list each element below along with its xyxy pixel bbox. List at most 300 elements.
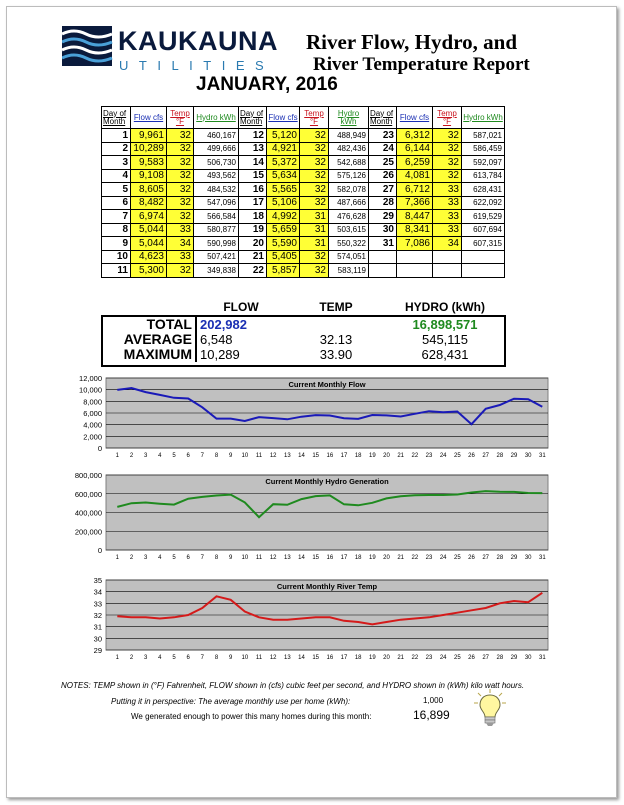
summary-header-hydro: HYDRO (kWh): [386, 300, 504, 316]
x-tick-label: 21: [397, 555, 405, 561]
x-tick-label: 22: [411, 555, 419, 561]
x-tick-label: 26: [468, 555, 475, 561]
day-cell: 31: [369, 237, 397, 251]
header-temp: Temp °F: [300, 107, 329, 129]
x-tick-label: 23: [425, 655, 433, 661]
temp-cell: 32: [167, 196, 194, 210]
y-tick-label: 400,000: [74, 508, 102, 518]
kaukauna-logo: [62, 20, 278, 76]
temp-cell: 32: [300, 129, 329, 143]
table-row: [102, 169, 505, 183]
x-tick-label: 19: [368, 555, 376, 561]
temp-cell: 32: [433, 129, 462, 143]
hydro-cell: 575,126: [329, 169, 369, 183]
notes-units: NOTES: TEMP shown in (°F) Fahrenheit, FLOW shown in (cfs) cubic feet per second, and HYDRO shown in (kWh) kilo watt hours.: [61, 681, 525, 690]
day-cell: 16: [239, 183, 267, 197]
x-tick-label: 1: [115, 555, 120, 561]
flow-cell: 8,605: [131, 183, 167, 197]
hydro-cell: 460,167: [194, 129, 239, 143]
temp-cell: 32: [300, 250, 329, 264]
hydro-cell: 547,096: [194, 196, 239, 210]
summary-total-hydro: 16,898,571: [412, 317, 478, 332]
x-tick-label: 27: [482, 453, 490, 459]
temp-cell: 32: [300, 196, 329, 210]
y-tick-label: 35: [93, 576, 102, 585]
chart-title: Current Monthly Flow: [288, 380, 366, 389]
x-tick-label: 31: [538, 555, 546, 561]
x-tick-label: 18: [354, 555, 362, 561]
x-tick-label: 1: [115, 655, 120, 661]
temp-cell: 33: [167, 223, 194, 237]
y-tick-label: 0: [97, 546, 102, 555]
y-tick-label: 33: [93, 599, 102, 609]
flow-cell: 4,081: [397, 169, 433, 183]
empty-cell: [433, 264, 462, 278]
empty-cell: [369, 264, 397, 278]
flow-cell: 5,044: [131, 237, 167, 251]
day-cell: 2: [102, 142, 131, 156]
hydro-cell: 488,949: [329, 129, 369, 143]
flow-cell: 5,120: [267, 129, 300, 143]
x-tick-label: 4: [158, 655, 162, 661]
day-cell: 13: [239, 142, 267, 156]
temp-cell: 34: [433, 237, 462, 251]
table-row: [102, 223, 505, 237]
table-row: [102, 183, 505, 197]
hydro-cell: 583,119: [329, 264, 369, 278]
summary-total-label: TOTAL: [101, 316, 196, 332]
summary-header-label: [101, 300, 196, 316]
hydro-cell: 482,436: [329, 142, 369, 156]
x-tick-label: 15: [312, 655, 320, 661]
day-cell: 27: [369, 183, 397, 197]
x-tick-label: 28: [496, 555, 504, 561]
temp-cell: 32: [167, 156, 194, 170]
x-tick-label: 25: [453, 453, 461, 459]
x-tick-label: 3: [143, 555, 148, 561]
flow-cell: 5,565: [267, 183, 300, 197]
wave-logo-icon: [62, 20, 116, 70]
day-cell: 3: [102, 156, 131, 170]
flow-cell: 6,144: [397, 142, 433, 156]
report-month: JANUARY, 2016: [196, 74, 338, 95]
x-tick-label: 5: [172, 453, 176, 459]
y-tick-label: 32: [93, 611, 102, 620]
x-tick-label: 20: [383, 555, 390, 561]
temp-cell: 32: [167, 183, 194, 197]
hydro-cell: 507,421: [194, 250, 239, 264]
day-cell: 20: [239, 237, 267, 251]
x-tick-label: 28: [496, 655, 504, 661]
hydro-cell: 574,051: [329, 250, 369, 264]
y-tick-label: 2,000: [83, 432, 102, 442]
temp-cell: 32: [167, 142, 194, 156]
flow-cell: 6,312: [397, 129, 433, 143]
x-tick-label: 16: [326, 453, 334, 459]
x-tick-label: 26: [468, 453, 475, 459]
x-tick-label: 9: [228, 655, 233, 661]
summary-total-flow: 202,982: [200, 317, 247, 332]
header-hydro: Hydro kWh: [329, 107, 369, 129]
x-tick-label: 30: [524, 453, 532, 459]
x-tick-label: 6: [186, 555, 190, 561]
hydro-cell: 590,998: [194, 237, 239, 251]
flow-cell: 5,634: [267, 169, 300, 183]
hydro-cell: 607,694: [462, 223, 505, 237]
notes-perspective: Putting it in perspective: The average monthly use per home (kWh):: [111, 697, 351, 706]
y-tick-label: 4,000: [83, 420, 102, 430]
x-tick-label: 4: [158, 555, 162, 561]
header-day: Day of Month: [369, 107, 397, 129]
day-cell: 19: [239, 223, 267, 237]
table-row: [102, 196, 505, 210]
day-cell: 10: [102, 250, 131, 264]
x-tick-label: 3: [143, 655, 148, 661]
x-tick-label: 28: [496, 453, 504, 459]
table-row: [102, 264, 505, 278]
flow-cell: 8,341: [397, 223, 433, 237]
flow-cell: 5,857: [267, 264, 300, 278]
x-tick-label: 2: [129, 655, 134, 661]
x-tick-label: 12: [269, 453, 277, 459]
x-tick-label: 8: [214, 655, 219, 661]
daily-header-row: [102, 107, 505, 129]
day-cell: 6: [102, 196, 131, 210]
hydro-chart: [48, 469, 554, 564]
x-tick-label: 27: [482, 555, 490, 561]
avg-use-value: 1,000: [423, 696, 444, 705]
table-row: [102, 156, 505, 170]
x-tick-label: 23: [425, 555, 433, 561]
hydro-cell: 499,666: [194, 142, 239, 156]
x-tick-label: 13: [283, 555, 291, 561]
temp-cell: 32: [167, 129, 194, 143]
x-tick-label: 17: [340, 555, 348, 561]
flow-cell: 9,583: [131, 156, 167, 170]
x-tick-label: 19: [368, 655, 376, 661]
x-tick-label: 12: [269, 555, 277, 561]
logo-subtitle: UTILITIES: [119, 58, 275, 73]
hydro-cell: 542,688: [329, 156, 369, 170]
x-tick-label: 20: [383, 453, 390, 459]
temp-cell: 32: [167, 169, 194, 183]
temp-chart: [48, 574, 554, 664]
day-cell: 23: [369, 129, 397, 143]
x-tick-label: 27: [482, 655, 490, 661]
table-row: [102, 250, 505, 264]
temp-cell: 32: [433, 142, 462, 156]
x-tick-label: 16: [326, 655, 334, 661]
daily-data-table: [101, 106, 505, 278]
x-tick-label: 6: [186, 655, 190, 661]
flow-cell: 4,921: [267, 142, 300, 156]
hydro-cell: 566,584: [194, 210, 239, 224]
empty-cell: [433, 250, 462, 264]
x-tick-label: 30: [524, 555, 532, 561]
flow-cell: 5,372: [267, 156, 300, 170]
x-tick-label: 5: [172, 555, 176, 561]
temp-cell: 32: [300, 156, 329, 170]
x-tick-label: 29: [510, 655, 518, 661]
x-tick-label: 1: [115, 453, 120, 459]
x-tick-label: 24: [439, 555, 447, 561]
x-tick-label: 20: [383, 655, 390, 661]
x-tick-label: 18: [354, 453, 362, 459]
empty-cell: [369, 250, 397, 264]
x-tick-label: 15: [312, 555, 320, 561]
temp-cell: 31: [300, 237, 329, 251]
x-tick-label: 26: [468, 655, 475, 661]
x-tick-label: 30: [524, 655, 532, 661]
hydro-cell: 582,078: [329, 183, 369, 197]
day-cell: 11: [102, 264, 131, 278]
day-cell: 12: [239, 129, 267, 143]
flow-cell: 7,366: [397, 196, 433, 210]
hydro-cell: 484,532: [194, 183, 239, 197]
summary-table: [101, 300, 504, 362]
day-cell: 15: [239, 169, 267, 183]
day-cell: 24: [369, 142, 397, 156]
empty-cell: [462, 250, 505, 264]
summary-total-temp: [286, 316, 386, 332]
x-tick-label: 14: [298, 655, 305, 661]
y-tick-label: 31: [93, 622, 102, 632]
day-cell: 30: [369, 223, 397, 237]
x-tick-label: 13: [283, 453, 291, 459]
report-title-line1: River Flow, Hydro, and: [306, 30, 517, 54]
x-tick-label: 21: [397, 453, 405, 459]
x-tick-label: 16: [326, 555, 334, 561]
flow-cell: 5,590: [267, 237, 300, 251]
flow-cell: 5,106: [267, 196, 300, 210]
table-row: [102, 237, 505, 251]
x-tick-label: 15: [312, 453, 320, 459]
day-cell: 21: [239, 250, 267, 264]
y-tick-label: 200,000: [74, 527, 102, 537]
x-tick-label: 29: [510, 453, 518, 459]
x-tick-label: 10: [241, 453, 249, 459]
header-hydro: Hydro kWh: [194, 107, 239, 129]
report-title-line2: River Temperature Report: [313, 54, 530, 75]
table-row: [102, 142, 505, 156]
temp-cell: 32: [433, 156, 462, 170]
hydro-cell: 613,784: [462, 169, 505, 183]
day-cell: 28: [369, 196, 397, 210]
summary-average-hydro: 545,115: [421, 332, 469, 347]
flow-cell: 10,289: [131, 142, 167, 156]
header-hydro: Hydro kWh: [462, 107, 505, 129]
x-tick-label: 23: [425, 453, 433, 459]
x-tick-label: 13: [283, 655, 291, 661]
summary-maximum-temp: 33.90: [319, 347, 353, 362]
empty-cell: [397, 264, 433, 278]
x-tick-label: 24: [439, 655, 447, 661]
x-tick-label: 9: [228, 453, 233, 459]
flow-cell: 9,961: [131, 129, 167, 143]
temp-cell: 34: [167, 237, 194, 251]
hydro-cell: 476,628: [329, 210, 369, 224]
y-tick-label: 6,000: [83, 409, 102, 418]
hydro-cell: 586,459: [462, 142, 505, 156]
y-tick-label: 600,000: [74, 489, 102, 499]
hydro-cell: 550,322: [329, 237, 369, 251]
header-day: Day of Month: [239, 107, 267, 129]
summary-average-temp: 32.13: [319, 332, 353, 347]
y-tick-label: 10,000: [79, 385, 102, 395]
x-tick-label: 11: [255, 453, 263, 459]
flow-cell: 5,300: [131, 264, 167, 278]
y-tick-label: 29: [93, 646, 102, 655]
x-tick-label: 19: [368, 453, 376, 459]
flow-cell: 4,992: [267, 210, 300, 224]
x-tick-label: 2: [129, 555, 134, 561]
x-tick-label: 17: [340, 453, 348, 459]
temp-cell: 32: [300, 142, 329, 156]
temp-cell: 31: [300, 210, 329, 224]
flow-cell: 5,659: [267, 223, 300, 237]
x-tick-label: 18: [354, 655, 362, 661]
x-tick-label: 11: [255, 555, 263, 561]
logo-name: KAUKAUNA: [118, 26, 278, 56]
x-tick-label: 11: [255, 655, 263, 661]
x-tick-label: 6: [186, 453, 190, 459]
day-cell: 1: [102, 129, 131, 143]
flow-cell: 5,044: [131, 223, 167, 237]
header-temp: Temp °F: [433, 107, 462, 129]
flow-chart: [48, 372, 554, 462]
x-tick-label: 4: [158, 453, 162, 459]
header-flow: Flow cfs: [267, 107, 300, 129]
x-tick-label: 9: [228, 555, 233, 561]
x-tick-label: 10: [241, 655, 249, 661]
day-cell: 4: [102, 169, 131, 183]
x-tick-label: 31: [538, 453, 546, 459]
hydro-cell: 493,562: [194, 169, 239, 183]
y-tick-label: 34: [93, 587, 102, 597]
summary-header-temp: TEMP: [286, 300, 386, 316]
y-tick-label: 12,000: [79, 374, 102, 383]
hydro-cell: 587,021: [462, 129, 505, 143]
homes-powered-value: 16,899: [413, 708, 450, 722]
flow-cell: 6,259: [397, 156, 433, 170]
day-cell: 5: [102, 183, 131, 197]
temp-cell: 33: [433, 196, 462, 210]
hydro-cell: 487,666: [329, 196, 369, 210]
x-tick-label: 17: [340, 655, 348, 661]
x-tick-label: 25: [453, 555, 461, 561]
temp-cell: 33: [433, 223, 462, 237]
temp-cell: 32: [167, 210, 194, 224]
chart-title: Current Monthly River Temp: [276, 582, 378, 591]
x-tick-label: 2: [129, 453, 134, 459]
x-tick-label: 3: [143, 453, 148, 459]
x-tick-label: 31: [538, 655, 546, 661]
flow-cell: 8,447: [397, 210, 433, 224]
x-tick-label: 5: [172, 655, 176, 661]
empty-cell: [397, 250, 433, 264]
x-tick-label: 7: [200, 453, 205, 459]
x-tick-label: 14: [298, 555, 305, 561]
summary-average-label: AVERAGE: [101, 332, 196, 347]
flow-cell: 9,108: [131, 169, 167, 183]
x-tick-label: 22: [411, 655, 419, 661]
x-tick-label: 7: [200, 655, 205, 661]
summary-header-flow: FLOW: [196, 300, 286, 316]
x-tick-label: 24: [439, 453, 447, 459]
x-tick-label: 29: [510, 555, 518, 561]
x-tick-label: 21: [397, 655, 405, 661]
day-cell: 25: [369, 156, 397, 170]
temp-cell: 33: [433, 210, 462, 224]
temp-cell: 33: [433, 183, 462, 197]
empty-cell: [462, 264, 505, 278]
flow-cell: 4,623: [131, 250, 167, 264]
x-tick-label: 8: [214, 453, 219, 459]
light-bulb-icon: [473, 688, 507, 730]
temp-cell: 33: [167, 250, 194, 264]
summary-maximum-hydro: 628,431: [421, 347, 469, 362]
flow-cell: 7,086: [397, 237, 433, 251]
chart-title: Current Monthly Hydro Generation: [265, 477, 389, 486]
header-day: Day of Month: [102, 107, 131, 129]
temp-cell: 32: [300, 264, 329, 278]
summary-average-flow: 6,548: [200, 332, 233, 347]
header-flow: Flow cfs: [131, 107, 167, 129]
day-cell: 22: [239, 264, 267, 278]
y-tick-label: 30: [93, 634, 102, 644]
x-tick-label: 14: [298, 453, 305, 459]
hydro-cell: 619,529: [462, 210, 505, 224]
hydro-cell: 622,092: [462, 196, 505, 210]
day-cell: 7: [102, 210, 131, 224]
x-tick-label: 22: [411, 453, 419, 459]
flow-cell: 6,712: [397, 183, 433, 197]
x-tick-label: 10: [241, 555, 249, 561]
hydro-cell: 349,838: [194, 264, 239, 278]
day-cell: 29: [369, 210, 397, 224]
y-tick-label: 0: [97, 444, 102, 453]
temp-cell: 31: [300, 223, 329, 237]
table-row: [102, 210, 505, 224]
hydro-cell: 607,315: [462, 237, 505, 251]
summary-maximum-label: MAXIMUM: [101, 347, 196, 362]
table-row: [102, 129, 505, 143]
flow-cell: 6,974: [131, 210, 167, 224]
hydro-cell: 580,877: [194, 223, 239, 237]
header-temp: Temp °F: [167, 107, 194, 129]
day-cell: 26: [369, 169, 397, 183]
header-flow: Flow cfs: [397, 107, 433, 129]
hydro-cell: 592,097: [462, 156, 505, 170]
y-tick-label: 800,000: [74, 471, 102, 480]
day-cell: 8: [102, 223, 131, 237]
flow-cell: 8,482: [131, 196, 167, 210]
x-tick-label: 12: [269, 655, 277, 661]
temp-cell: 32: [167, 264, 194, 278]
hydro-cell: 503,615: [329, 223, 369, 237]
hydro-cell: 628,431: [462, 183, 505, 197]
summary-maximum-flow: 10,289: [200, 347, 240, 362]
day-cell: 9: [102, 237, 131, 251]
flow-cell: 5,405: [267, 250, 300, 264]
temp-cell: 32: [300, 183, 329, 197]
x-tick-label: 25: [453, 655, 461, 661]
day-cell: 17: [239, 196, 267, 210]
notes-homes: We generated enough to power this many homes during this month:: [131, 712, 372, 721]
temp-cell: 32: [433, 169, 462, 183]
day-cell: 14: [239, 156, 267, 170]
y-tick-label: 8,000: [83, 397, 102, 407]
